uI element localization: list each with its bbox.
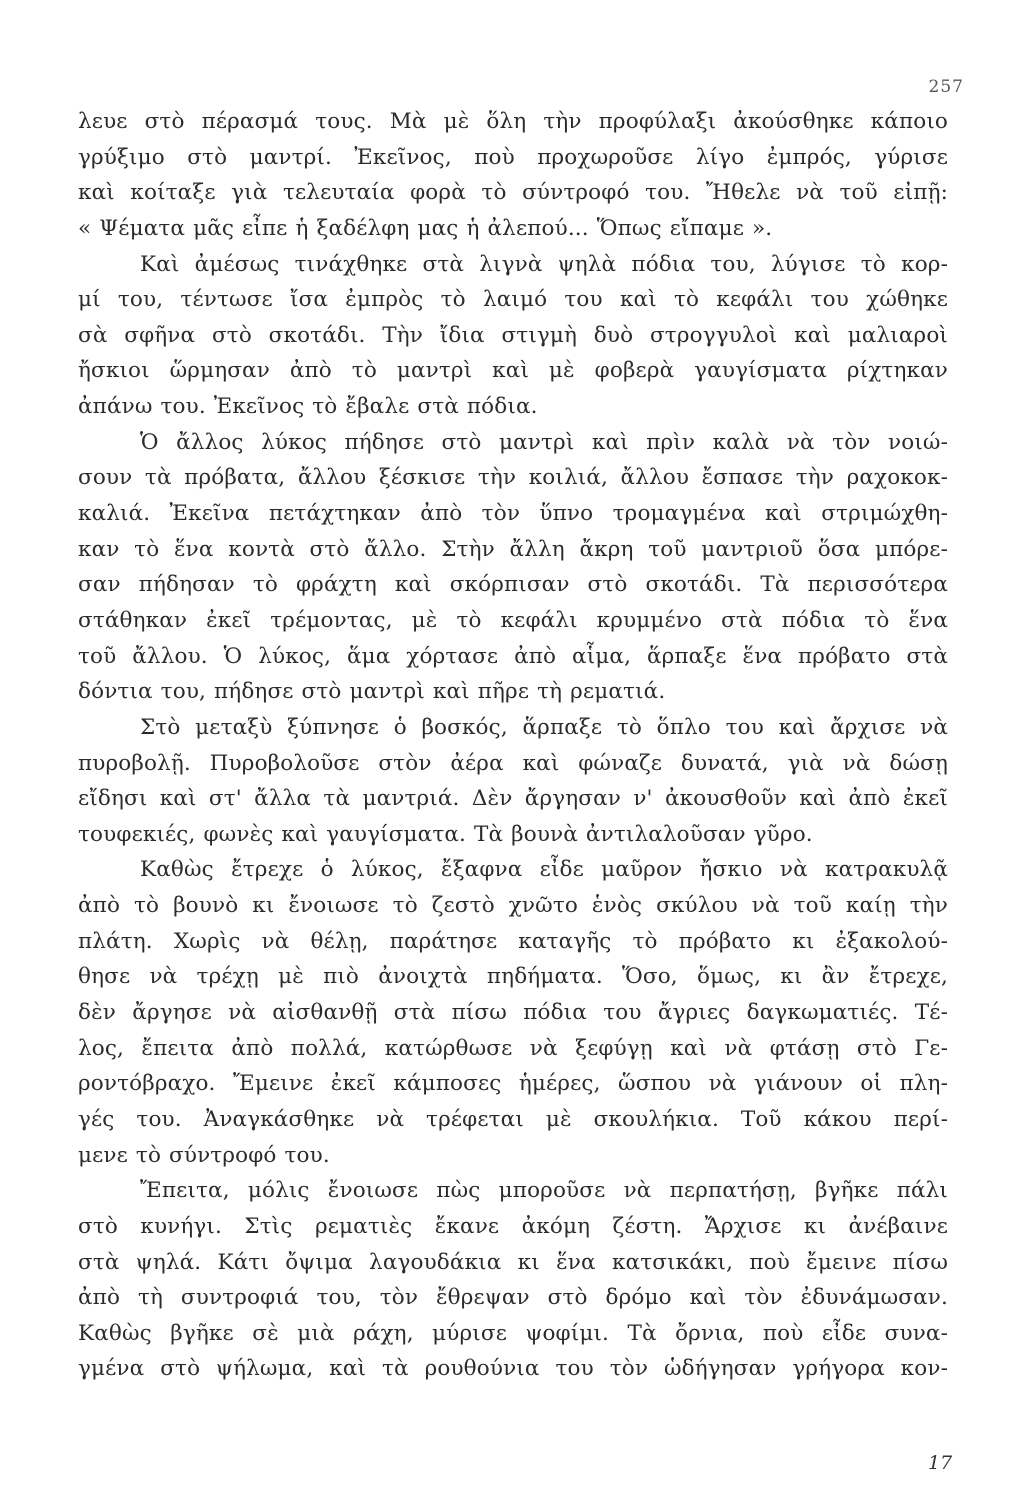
body-text <box>78 104 948 1387</box>
text-line: « Ψέματα μᾶς εἶπε ἡ ξαδέλφη μας ἡ ἀλεπού... Ὅπως εἴπαμε ». <box>78 215 773 241</box>
text-line: γμένα στὸ ψήλωμα, καὶ τὰ ρουθούνια του τὸν ὡδήγησαν γρήγορα κον- <box>78 1356 948 1382</box>
text-line: Στὸ μεταξὺ ξύπνησε ὁ βοσκός, ἅρπαξε τὸ ὅπλο του καὶ ἄρχισε νὰ <box>140 714 948 740</box>
text-line: Καθὼς ἔτρεχε ὁ λύκος, ἔξαφνα εἶδε μαῦρον ἤσκιο νὰ κατρακυλᾷ <box>140 857 948 883</box>
text-line: Καὶ ἀμέσως τινάχθηκε στὰ λιγνὰ ψηλὰ πόδια του, λύγισε τὸ κορ- <box>140 251 948 277</box>
text-line: ἤσκιοι ὥρμησαν ἀπὸ τὸ μαντρὶ καὶ μὲ φοβερὰ γαυγίσματα ρίχτηκαν <box>78 358 948 384</box>
text-line: στάθηκαν ἐκεῖ τρέμοντας, μὲ τὸ κεφάλι κρυμμένο στὰ πόδια τὸ ἕνα <box>78 607 948 633</box>
text-line: σουν τὰ πρόβατα, ἄλλου ξέσκισε τὴν κοιλιά, ἄλλου ἔσπασε τὴν ραχοκοκ- <box>78 465 948 491</box>
text-line: δὲν ἄργησε νὰ αἰσθανθῇ στὰ πίσω πόδια του ἄγριες δαγκωματιές. Τέ- <box>78 1000 948 1026</box>
text-line: θησε νὰ τρέχῃ μὲ πιὸ ἀνοιχτὰ πηδήματα. Ὅσο, ὅμως, κι ἂν ἔτρεχε, <box>78 964 948 990</box>
text-line: πλάτη. Χωρὶς νὰ θέλῃ, παράτησε καταγῆς τὸ πρόβατο κι ἐξακολού- <box>78 928 948 954</box>
text-line: ροντόβραχο. Ἔμεινε ἐκεῖ κάμποσες ἡμέρες, ὥσπου νὰ γιάνουν οἱ πλη- <box>78 1071 948 1097</box>
text-line: ἀπάνω του. Ἐκεῖνος τὸ ἔβαλε στὰ πόδια. <box>78 394 538 420</box>
text-line: Ὁ ἄλλος λύκος πήδησε στὸ μαντρὶ καὶ πρὶν καλὰ νὰ τὸν νοιώ- <box>140 429 948 455</box>
text-line: καν τὸ ἕνα κοντὰ στὸ ἄλλο. Στὴν ἄλλη ἄκρη τοῦ μαντριοῦ ὅσα μπόρε- <box>78 536 948 562</box>
text-line: καὶ κοίταξε γιὰ τελευταία φορὰ τὸ σύντροφό του. Ἤθελε νὰ τοῦ εἰπῇ: <box>78 180 948 206</box>
text-line: μί του, τέντωσε ἴσα ἐμπρὸς τὸ λαιμό του καὶ τὸ κεφάλι του χώθηκε <box>78 287 948 313</box>
page-number: 257 <box>928 77 964 97</box>
text-line: ἀπὸ τὸ βουνὸ κι ἔνοιωσε τὸ ζεστὸ χνῶτο ἑνὸς σκύλου νὰ τοῦ καίῃ τὴν <box>78 893 948 919</box>
text-line: στὰ ψηλά. Κάτι ὄψιμα λαγουδάκια κι ἕνα κατσικάκι, ποὺ ἔμεινε πίσω <box>78 1249 948 1275</box>
text-line: τουφεκιές, φωνὲς καὶ γαυγίσματα. Τὰ βουνὰ ἀντιλαλοῦσαν γῦρο. <box>78 821 813 847</box>
text-line: στὸ κυνήγι. Στὶς ρεματιὲς ἔκανε ἀκόμη ζέστη. Ἄρχισε κι ἀνέβαινε <box>78 1213 948 1239</box>
text-line: σαν πήδησαν τὸ φράχτη καὶ σκόρπισαν στὸ σκοτάδι. Τὰ περισσότερα <box>78 572 948 598</box>
text-line: μενε τὸ σύντροφό του. <box>78 1142 330 1168</box>
text-line: τοῦ ἄλλου. Ὁ λύκος, ἅμα χόρτασε ἀπὸ αἷμα, ἅρπαξε ἕνα πρόβατο στὰ <box>78 643 948 669</box>
text-line: λευε στὸ πέρασμά τους. Μὰ μὲ ὅλη τὴν προφύλαξι ἀκούσθηκε κάποιο <box>78 109 948 134</box>
text-line: εἴδησι καὶ στ' ἄλλα τὰ μαντριά. Δὲν ἄργησαν ν' ἀκουσθοῦν καὶ ἀπὸ ἐκεῖ <box>78 786 948 812</box>
text-line: καλιά. Ἐκεῖνα πετάχτηκαν ἀπὸ τὸν ὕπνο τρομαγμένα καὶ στριμώχθη- <box>78 501 948 527</box>
signature-mark: 17 <box>928 1452 953 1474</box>
text-line: πυροβολῇ. Πυροβολοῦσε στὸν ἀέρα καὶ φώναζε δυνατά, γιὰ νὰ δώσῃ <box>78 750 948 776</box>
text-line: γές του. Ἀναγκάσθηκε νὰ τρέφεται μὲ σκουλήκια. Τοῦ κάκου περί- <box>78 1106 948 1132</box>
text-line: Ἔπειτα, μόλις ἔνοιωσε πὼς μποροῦσε νὰ περπατήσῃ, βγῆκε πάλι <box>140 1178 948 1204</box>
text-line: δόντια του, πήδησε στὸ μαντρὶ καὶ πῆρε τὴ ρεματιά. <box>78 679 666 705</box>
text-line: λος, ἔπειτα ἀπὸ πολλά, κατώρθωσε νὰ ξεφύγῃ καὶ νὰ φτάσῃ στὸ Γε- <box>78 1035 948 1061</box>
text-line: Καθὼς βγῆκε σὲ μιὰ ράχη, μύρισε ψοφίμι. Τὰ ὄρνια, ποὺ εἶδε συνα- <box>78 1320 948 1346</box>
text-line: γρύξιμο στὸ μαντρί. Ἐκεῖνος, ποὺ προχωροῦσε λίγο ἐμπρός, γύρισε <box>78 144 948 170</box>
text-line: ἀπὸ τὴ συντροφιά του, τὸν ἔθρεψαν στὸ δρόμο καὶ τὸν ἐδυνάμωσαν. <box>78 1285 948 1311</box>
text-line: σὰ σφῆνα στὸ σκοτάδι. Τὴν ἴδια στιγμὴ δυὸ στρογγυλοὶ καὶ μαλιαροὶ <box>78 322 948 348</box>
